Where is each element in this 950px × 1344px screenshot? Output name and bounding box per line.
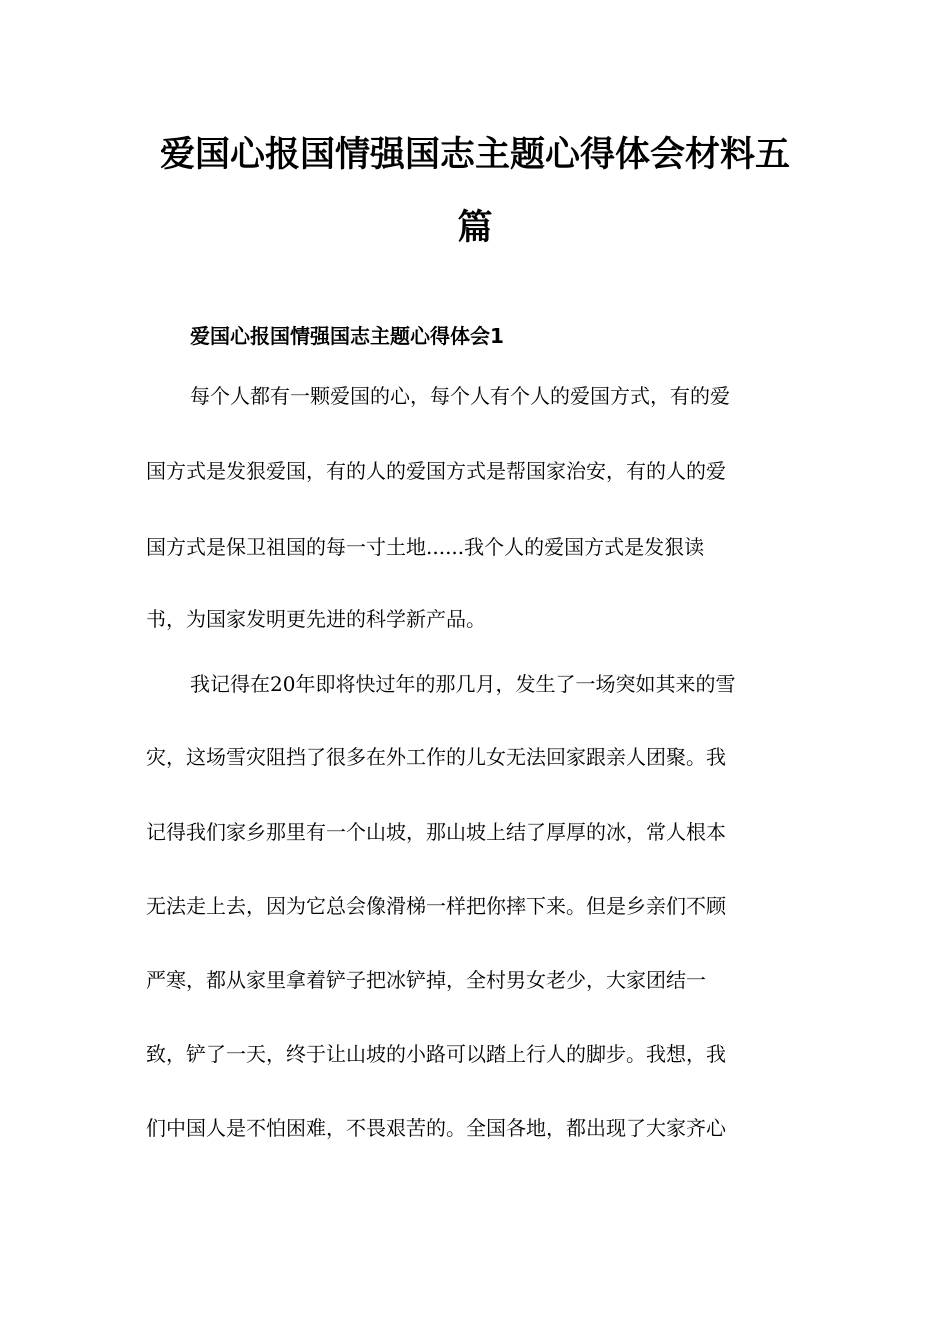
paragraph-2-line-2: 灾，这场雪灾阻挡了很多在外工作的儿女无法回家跟亲人团聚。我: [146, 745, 726, 769]
document-title-line-2: 篇: [457, 208, 493, 248]
paragraph-2-line-4: 无法走上去，因为它总会像滑梯一样把你摔下来。但是乡亲们不顾: [146, 894, 726, 918]
document-title-line-1: 爱国心报国情强国志主题心得体会材料五: [159, 135, 790, 175]
paragraph-2-line-1: 我记得在20年即将快过年的那几月，发生了一场突如其来的雪: [190, 672, 736, 696]
section-heading: 爱国心报国情强国志主题心得体会1: [190, 324, 504, 348]
paragraph-1-line-3: 国方式是保卫祖国的每一寸土地......我个人的爱国方式是发狠读: [146, 535, 705, 559]
paragraph-1-line-4: 书，为国家发明更先进的科学新产品。: [146, 607, 486, 631]
paragraph-2-line-3: 记得我们家乡那里有一个山坡，那山坡上结了厚厚的冰，常人根本: [146, 820, 726, 844]
paragraph-1-line-1: 每个人都有一颗爱国的心，每个人有个人的爱国方式，有的爱: [190, 384, 730, 408]
paragraph-2-line-6: 致，铲了一天，终于让山坡的小路可以踏上行人的脚步。我想，我: [146, 1042, 726, 1066]
paragraph-2-line-7: 们中国人是不怕困难，不畏艰苦的。全国各地，都出现了大家齐心: [146, 1116, 726, 1140]
paragraph-2-line-5: 严寒，都从家里拿着铲子把冰铲掉，全村男女老少，大家团结一: [146, 968, 706, 992]
paragraph-1-line-2: 国方式是发狠爱国，有的人的爱国方式是帮国家治安，有的人的爱: [146, 459, 726, 483]
